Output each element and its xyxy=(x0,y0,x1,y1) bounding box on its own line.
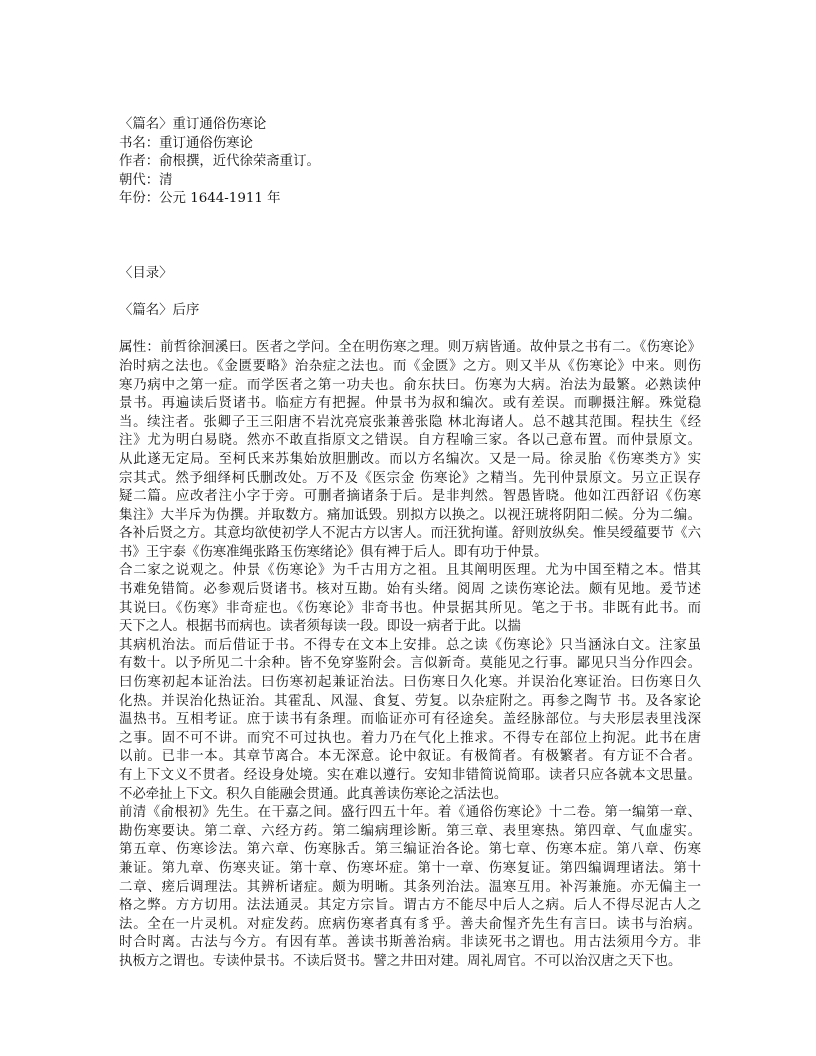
dynasty: 朝代：清 xyxy=(119,172,173,188)
text-line: 执板方之谓也。专读仲景书。不读后贤书。譬之井田对建。周礼周官。不可以治汉唐之天下也。 xyxy=(119,953,682,969)
text-line: 温热书。互相考证。庶于读书有条理。而临证亦可有径途矣。盖经脉部位。与夫形层表里浅深 xyxy=(119,712,701,728)
text-line: 有上下文义不贯者。经设身处境。实在难以遵行。安知非错简说简耶。读者只应各就本文思量。 xyxy=(119,768,701,783)
text-line: 从此遂无定局。至柯氏来苏集始放胆删改。而以方名编次。又是一局。徐灵胎《伤寒类方》实 xyxy=(119,451,701,467)
text-line: 景书。再遍读后贤诸书。临症方有把握。仲景书为叔和编次。或有差误。而聊摄注解。殊觉稳 xyxy=(119,396,701,412)
text-line: 各补后贤之方。其意均欲使初学人不泥古方以害人。而汪犹拘谨。舒则放纵矣。惟吴绶蕴要节《六 xyxy=(119,526,701,542)
header-block xyxy=(119,116,701,209)
text-line: 化热。并误治化热证治。其霍乱、风湿、食复、劳复。以杂症附之。再参之陶节 书。及各家论 xyxy=(119,693,701,709)
text-line: 以前。已非一本。其章节离合。本无深意。论中叙证。有极简者。有极繁者。有方证不合者。 xyxy=(119,749,701,765)
text-line: 之事。固不可不讲。而究不可过执也。着力乃在气化上推求。不得专在部位上拘泥。此书在唐 xyxy=(119,730,701,746)
text-line: 第五章、伤寒诊法。第六章、伤寒脉舌。第三编证治各论。第七章、伤寒本症。第八章、伤寒 xyxy=(119,842,701,858)
book-name: 书名：重订通俗伤寒论 xyxy=(119,135,253,151)
text-line: 寒乃病中之第一症。而学医者之第一功夫也。俞东扶曰。伤寒为大病。治法为最繁。必熟读仲 xyxy=(119,377,701,393)
body-text xyxy=(119,339,701,971)
years: 年份：公元 1644-1911 年 xyxy=(119,191,281,207)
text-line: 天下之人。根据书而病也。读者须每读一段。即设一病者于此。以揣 xyxy=(119,619,521,635)
author: 作者：俞根撰，近代徐荣斋重订。 xyxy=(119,154,320,170)
text-line: 二章、瘥后调理法。其辨析诸症。颇为明晰。其条列治法。温寒互用。补泻兼施。亦无偏主一 xyxy=(119,879,701,895)
text-line: 治时病之法也。《金匮要略》治杂症之法也。而《金匮》之方。则又半从《伤寒论》中来。则伤 xyxy=(119,358,701,374)
text-line: 时合时离。古法与今方。有因有革。善读书斯善治病。非读死书之谓也。用古法须用今方。非 xyxy=(119,935,701,951)
text-line: 注》尤为明白易晓。然亦不敢直指原文之错误。自方程喻三家。各以己意布置。而仲景原文。 xyxy=(119,433,701,449)
text-line: 属性：前哲徐洄溪曰。医者之学问。全在明伤寒之理。则万病皆通。故仲景之书有二。《伤寒论》 xyxy=(119,340,701,356)
text-line: 合二家之说观之。仲景《伤寒论》为千古用方之祖。且其阐明医理。尤为中国至精之本。惜其 xyxy=(119,563,701,579)
text-line: 前清《俞根初》先生。在干嘉之间。盛行四五十年。着《通俗伤寒论》十二卷。第一编第一章、 xyxy=(119,805,701,821)
text-line: 勘伤寒要诀。第二章、六经方药。第二编病理诊断。第三章、表里寒热。第四章、气血虚实。 xyxy=(119,823,701,839)
text-line: 宗其式。然予细绎柯氏删改处。万不及《医宗金 伤寒论》之精当。先刊仲景原文。另立正误存 xyxy=(119,470,701,486)
text-line: 书难免错简。必参观后贤诸书。核对互勘。始有头绪。阅周 之读伤寒论法。颇有见地。爰节述 xyxy=(119,582,701,598)
document-page xyxy=(119,116,701,972)
text-line: 其说曰。《伤寒》非奇症也。《伤寒论》非奇书也。仲景据其所见。笔之于书。非既有此书。而 xyxy=(119,600,701,616)
text-line: 法。全在一片灵机。对症发药。庶病伤寒者真有豸乎。善夫俞惺齐先生有言曰。读书与治病。 xyxy=(119,916,701,932)
section-title: 〈篇名〉后序 xyxy=(119,303,200,319)
text-line: 曰伤寒初起本证治法。曰伤寒初起兼证治法。曰伤寒日久化寒。并误治化寒证治。曰伤寒日久 xyxy=(119,675,701,691)
text-line: 集注》大半斥为伪撰。并取数方。痛加诋毁。别拟方以换之。以视汪琥将阴阳二候。分为二编。 xyxy=(119,507,701,523)
text-line: 兼证。第九章、伤寒夹证。第十章、伤寒坏症。第十一章、伤寒复证。第四编调理诸法。第十 xyxy=(119,860,701,876)
text-line: 书》王宇泰《伤寒准绳张路玉伤寒绪论》俱有裨于后人。即有功于仲景。 xyxy=(119,544,548,560)
text-line: 疑二篇。应改者注小字于旁。可删者摘诸条于后。是非判然。智愚皆晓。他如江西舒诏《伤寒 xyxy=(119,489,701,505)
text-line: 当。续注者。张卿子王三阳唐不岩沈亮宸张兼善张隐 林北海诸人。总不越其范围。程扶生《经 xyxy=(119,414,701,430)
toc-label: 〈目录〉 xyxy=(119,265,173,281)
text-line: 格之弊。方方切用。法法通灵。其定方宗旨。谓古方不能尽中后人之病。后人不得尽泥古人之 xyxy=(119,898,701,914)
text-line: 有数十。以予所见二十余种。皆不免穿鉴附会。言似新奇。莫能见之行事。鄙见只当分作四会。 xyxy=(119,656,701,672)
text-line: 不必牵扯上下文。积久自能融会贯通。此真善读伤寒论之活法也。 xyxy=(119,786,508,802)
chapter-tag: 〈篇名〉重订通俗伤寒论 xyxy=(119,117,267,132)
text-line: 其病机治法。而后借证于书。不得专在文本上安排。总之读《伤寒论》只当涵泳白文。注家虽 xyxy=(119,637,701,653)
